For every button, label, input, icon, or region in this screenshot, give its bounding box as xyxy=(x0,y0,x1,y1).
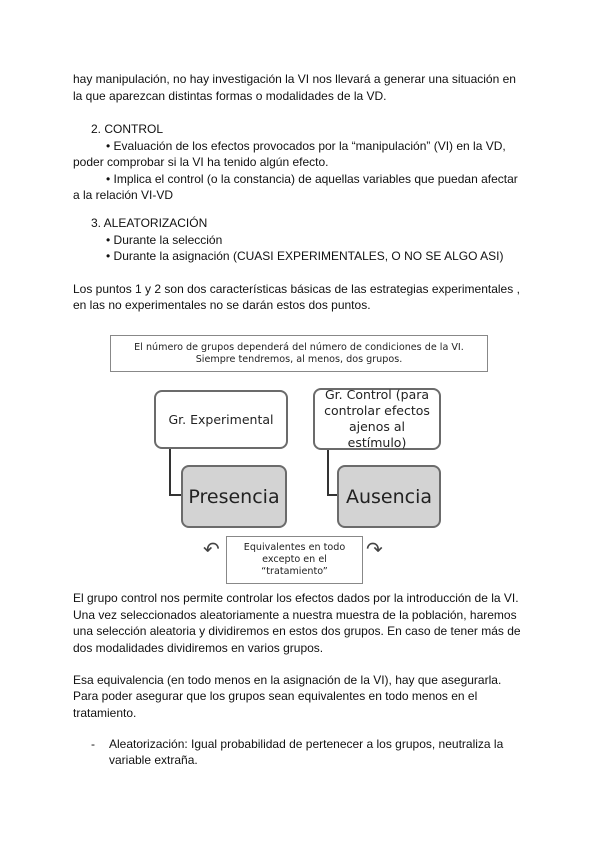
control-bullet-2-line-1: • Implica el control (o la constancia) de aquellas variables que puedan afectar xyxy=(106,172,518,186)
control-bullet-1-line-2: poder comprobar si la VI ha tenido algún efecto. xyxy=(73,155,329,169)
equivalencia-line-2: Para poder asegurar que los grupos sean equivalentes en todo menos en el xyxy=(73,689,478,703)
control-bullet-1-line-1: • Evaluación de los efectos provocados por la “manipulación” (VI) en la VD, xyxy=(106,139,506,153)
equivalencia-line-3: tratamiento. xyxy=(73,706,137,720)
curved-arrow-left-icon: ↶ xyxy=(203,537,220,561)
control-heading: 2. CONTROL xyxy=(91,122,164,136)
connector-experimental-vertical xyxy=(169,449,171,495)
intro-line-1: hay manipulación, no hay investigación la VI nos llevará a generar una situación en xyxy=(73,72,516,86)
dash-list-line-1: Aleatorización: Igual probabilidad de pertenecer a los grupos, neutraliza la xyxy=(109,737,504,751)
dash-list-line-2: variable extraña. xyxy=(109,753,198,767)
presencia-box: Presencia xyxy=(181,465,287,528)
equivalence-line-3: “tratamiento” xyxy=(261,566,328,577)
equivalencia-line-1: Esa equivalencia (en todo menos en la asignación de la VI), hay que asegurarla. xyxy=(73,673,502,687)
equivalence-line-2: excepto en el xyxy=(262,554,327,565)
puntos-line-2: en las no experimentales no se darán estos dos puntos. xyxy=(73,298,371,312)
equivalence-box xyxy=(226,536,363,584)
aleatorizacion-bullet-2: • Durante la asignación (CUASI EXPERIMENTALES, O NO SE ALGO ASI) xyxy=(106,249,504,263)
intro-line-2: la que aparezcan distintas formas o modalidades de la VD. xyxy=(73,89,387,103)
puntos-line-1: Los puntos 1 y 2 son dos características básicas de las estrategias experimentales , xyxy=(73,282,520,296)
aleatorizacion-heading: 3. ALEATORIZACIÓN xyxy=(91,216,208,230)
connector-control-vertical xyxy=(327,450,329,495)
diagram-note-line-2: Siempre tendremos, al menos, dos grupos. xyxy=(195,353,403,365)
control-group-line-1: Gr. Control (para xyxy=(324,387,430,402)
grupo-control-line-2: Una vez seleccionados aleatoriamente a nuestra muestra de la población, haremos xyxy=(73,608,517,622)
curved-arrow-right-icon: ↷ xyxy=(366,537,383,561)
control-group-box xyxy=(313,388,441,450)
diagram-note-line-1: El número de grupos dependerá del número de condiciones de la VI. xyxy=(134,341,464,353)
control-bullet-2-line-2: a la relación VI-VD xyxy=(73,188,174,202)
ausencia-box: Ausencia xyxy=(337,465,441,528)
control-group-line-3: ajenos al estímulo) xyxy=(347,419,407,450)
connector-experimental-horizontal xyxy=(169,494,182,496)
connector-control-horizontal xyxy=(327,494,338,496)
control-group-line-2: controlar efectos xyxy=(324,403,430,418)
equivalence-line-1: Equivalentes en todo xyxy=(243,542,346,553)
grupo-control-line-4: dos modalidades dividiremos en varios grupos. xyxy=(73,641,324,655)
diagram-note-box xyxy=(110,335,488,372)
grupo-control-line-1: El grupo control nos permite controlar los efectos dados por la introducción de la VI. xyxy=(73,591,519,605)
aleatorizacion-bullet-1: • Durante la selección xyxy=(106,233,223,247)
grupo-control-line-3: una selección aleatoria y dividiremos en estos dos grupos. En caso de tener más de xyxy=(73,624,521,638)
dash-list-marker: - xyxy=(91,737,95,751)
experimental-group-box: Gr. Experimental xyxy=(154,390,288,449)
